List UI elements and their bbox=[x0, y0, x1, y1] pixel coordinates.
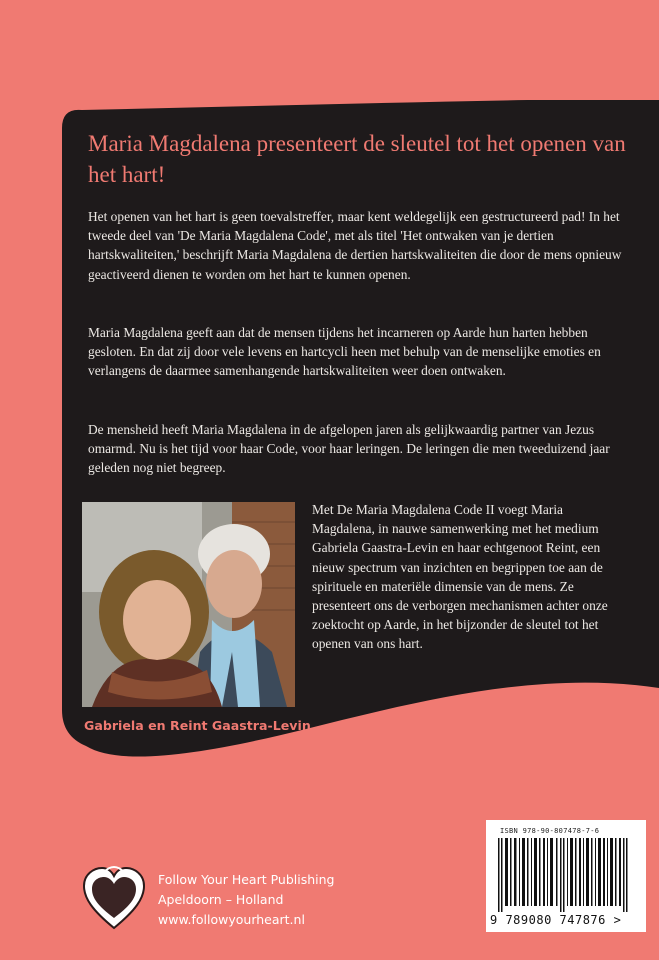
paragraph-4: Met De Maria Magdalena Code II voegt Maria Magdalena, in nauwe samenwerking met het medium Gabriela Gaastra-Levin en haar echtgenoot Reint, een nieuw spectrum van inzichten en begrippen toe aan de spirituele en materiële dimensie van de mens. Ze presenteert ons de verborgen mechanismen achter onze zoektocht op Aarde, in het bijzonder de sleutel tot het openen van ons hart. bbox=[312, 502, 608, 652]
publisher-name: Follow Your Heart Publishing bbox=[158, 872, 335, 887]
publisher-logo bbox=[82, 862, 146, 930]
paragraph-1: Het openen van het hart is geen toevalstreffer, maar kent weldegelijk een gestructureerd pad! In het tweede deel van 'De Maria Magdalena Code', met als titel 'Het ontwaken van je dertien hartskwaliteiten,' beschrijft Maria Magdalena de dertien hartskwaliteiten die door de mens opnieuw geactiveerd dienen te worden om het hart te kunnen openen. bbox=[88, 209, 622, 282]
publisher-info bbox=[158, 870, 335, 930]
author-photo bbox=[82, 502, 295, 707]
barcode-bars bbox=[496, 838, 636, 912]
headline: Maria Magdalena presenteert de sleutel tot het openen van het hart! bbox=[88, 131, 626, 187]
isbn-label: ISBN 978-90-807478-7-6 bbox=[500, 827, 600, 835]
barcode-number: 9 789080 747876 > bbox=[490, 913, 622, 927]
barcode bbox=[486, 820, 646, 932]
heart-logo-icon bbox=[82, 862, 146, 930]
paragraph-3: De mensheid heeft Maria Magdalena in de afgelopen jaren als gelijkwaardig partner van Jezus omarmd. Nu is het tijd voor haar Code, voor haar leringen. De leringen die men tweeduizend jaar geleden nog niet begreep. bbox=[88, 422, 610, 476]
publisher-website[interactable]: www.followyourheart.nl bbox=[158, 912, 305, 927]
publisher-location: Apeldoorn – Holland bbox=[158, 892, 284, 907]
paragraph-2: Maria Magdalena geeft aan dat de mensen tijdens het incarneren op Aarde hun harten hebben gesloten. En dat zij door vele levens en hartcycli heen met behulp van de menselijke emoties en verlangens de daarmee samenhangende hartskwaliteiten weer doen ontwaken. bbox=[88, 325, 601, 379]
author-photo-illustration bbox=[82, 502, 295, 707]
photo-caption: Gabriela en Reint Gaastra-Levin bbox=[84, 718, 311, 733]
